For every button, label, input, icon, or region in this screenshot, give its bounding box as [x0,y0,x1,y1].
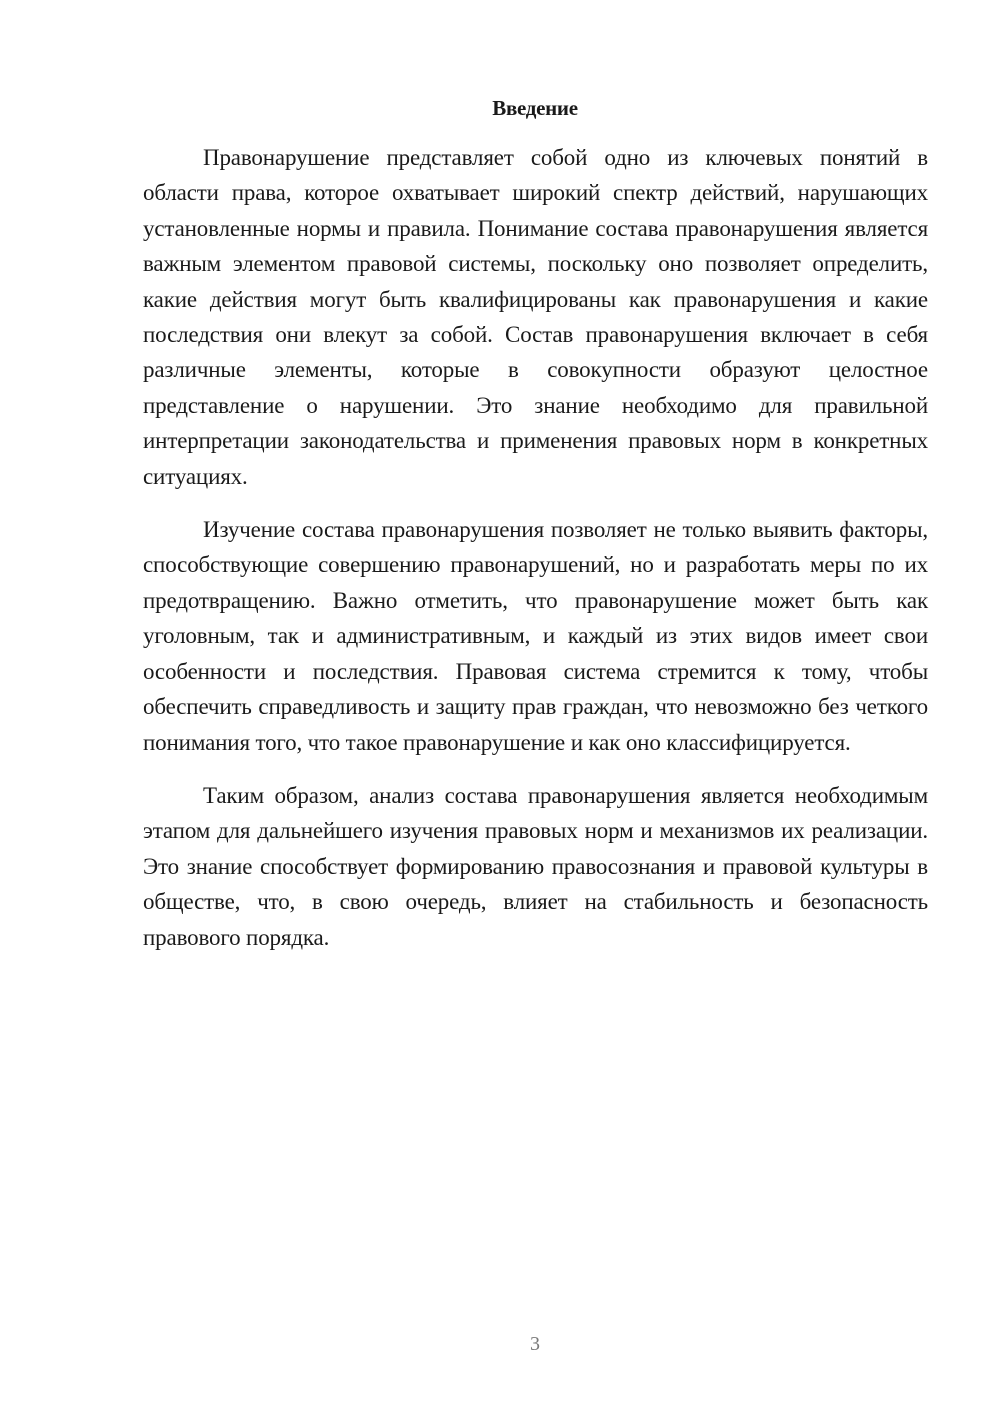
page-number: 3 [530,1333,540,1355]
paragraph: Таким образом, анализ состава правонарушения является необходимым этапом для дальнейшего изучения правовых норм и механизмов их реализации. Это знание способствует формированию правосознания и правовой культуры в обществе, что, в свою очередь, влияет на стабильность и безопасность правового порядка. [143,782,928,950]
body-text [143,140,928,973]
section-heading: Введение [492,96,578,120]
paragraph: Правонарушение представляет собой одно из ключевых понятий в области права, которое охватывает широкий спектр действий, нарушающих установленные нормы и правила. Понимание состава правонарушения является важным элементом правовой системы, поскольку оно позволяет определить, какие действия могут быть квалифицированы как правонарушения и какие последствия они влекут за собой. Состав правонарушения включает в себя различные элементы, которые в совокупности образуют целостное представление о нарушении. Это знание необходимо для правильной интерпретации законодательства и применения правовых норм в конкретных ситуациях. [143,145,928,489]
paragraph: Изучение состава правонарушения позволяет не только выявить факторы, способствующие совершению правонарушений, но и разработать меры по их предотвращению. Важно отметить, что правонарушение может быть как уголовным, так и административным, и каждый из этих видов имеет свои особенности и последствия. Правовая система стремится к тому, чтобы обеспечить справедливость и защиту прав граждан, что невозможно без четкого понимания того, что такое правонарушение и как оно классифицируется. [143,517,928,755]
